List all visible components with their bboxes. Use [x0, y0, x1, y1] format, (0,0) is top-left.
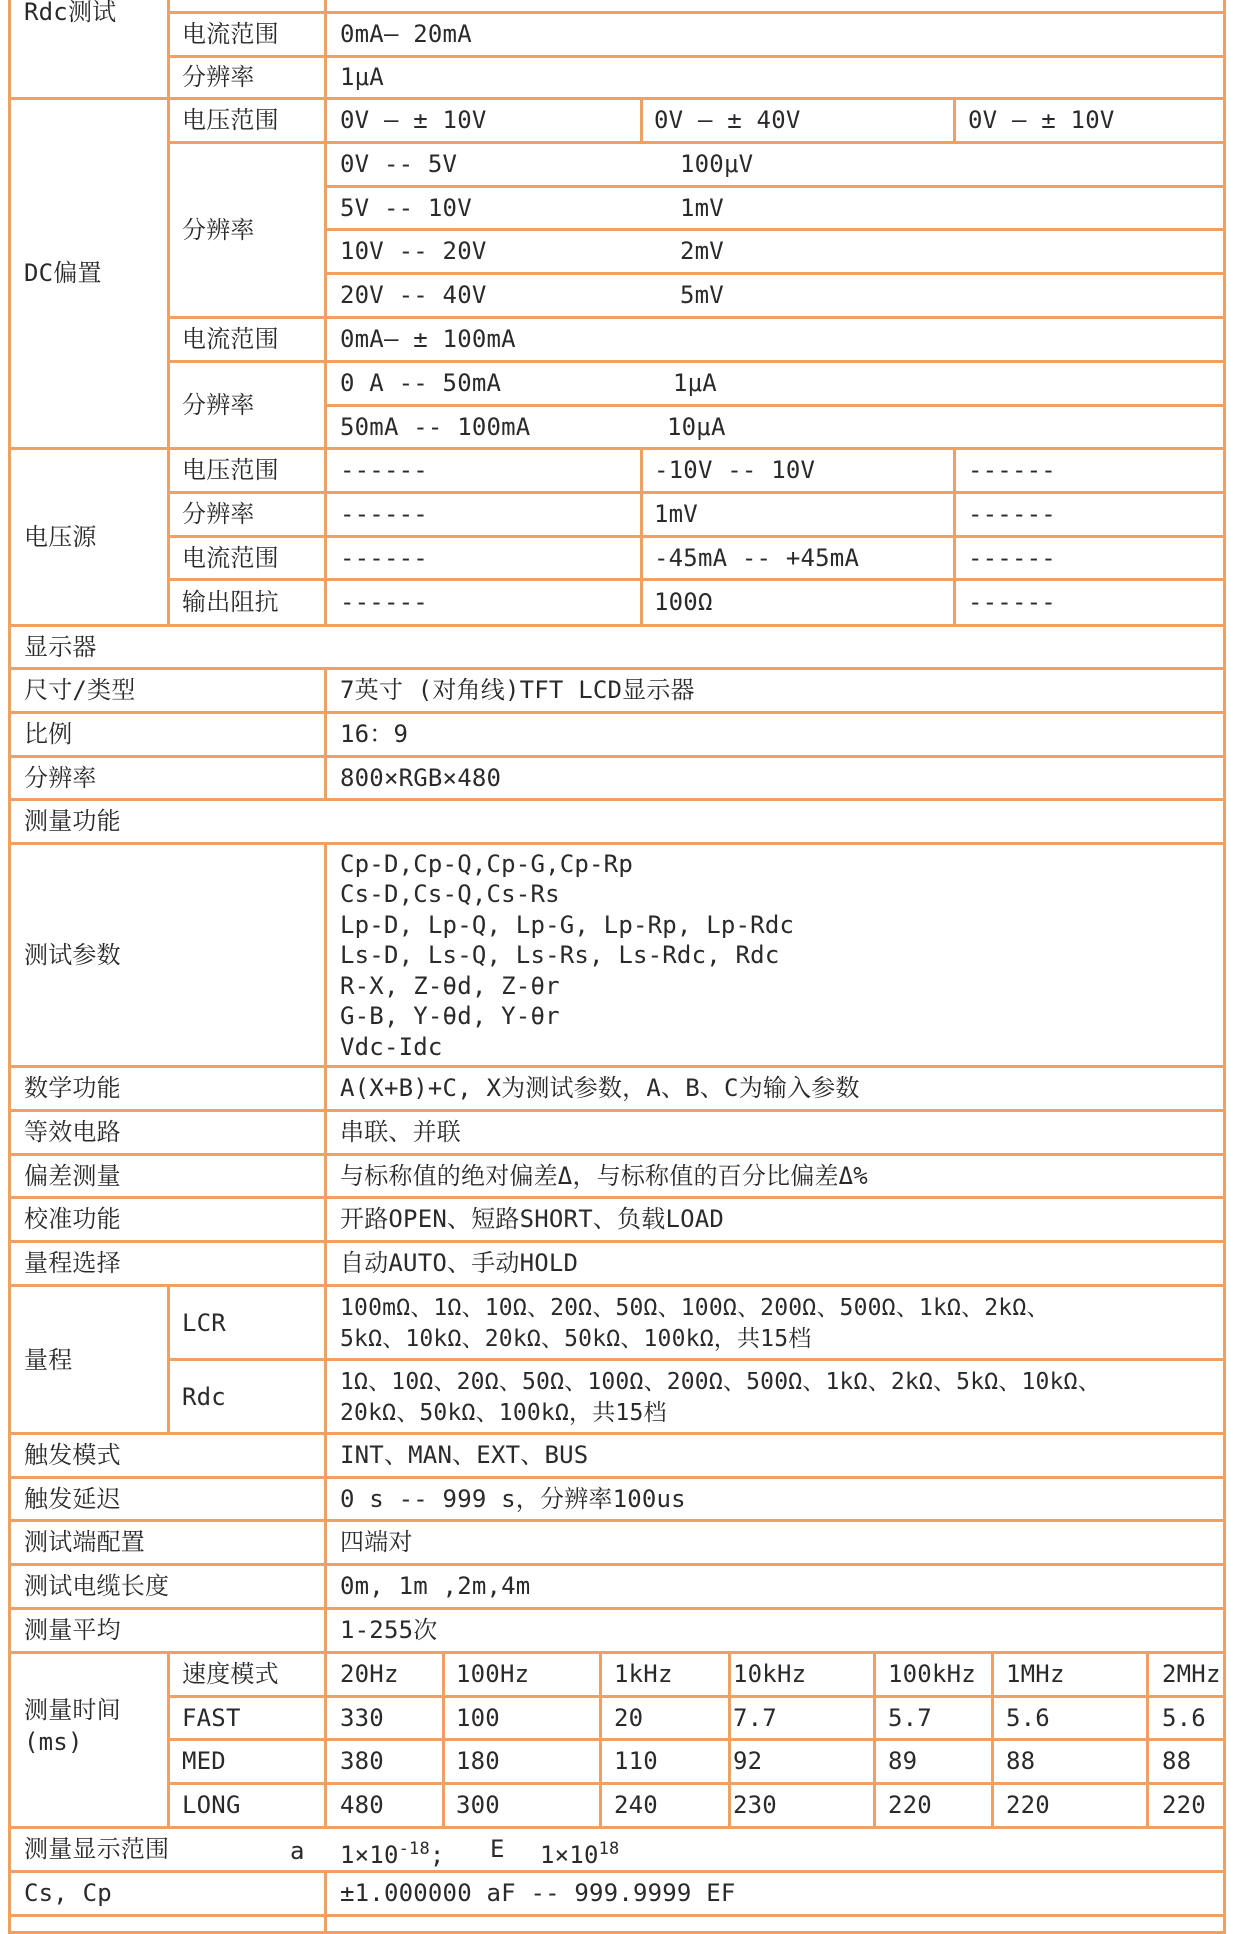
measure-row-label: 测试端配置: [24, 1528, 145, 1556]
time-value: 88: [1162, 1747, 1192, 1775]
rdc-current-range-label: 电流范围: [182, 20, 279, 48]
vs-cell: ------: [340, 588, 428, 616]
vs-cell: ------: [968, 456, 1056, 484]
dc-current-range-label: 电流范围: [182, 325, 279, 353]
speed-mode: MED: [182, 1747, 226, 1775]
speed-mode-header: 速度模式: [182, 1660, 279, 1688]
measure-row-label: 等效电路: [24, 1118, 121, 1146]
time-value: 230: [733, 1791, 777, 1819]
time-value: 220: [1006, 1791, 1050, 1819]
freq-header: 1MHz: [1006, 1660, 1065, 1688]
display-row-label: 比例: [24, 720, 73, 748]
time-value: 480: [340, 1791, 384, 1819]
dc-voltage-resolution-label: 分辨率: [182, 216, 255, 244]
range-lcr-label: LCR: [182, 1309, 226, 1337]
measure-row-value: 开路OPEN、短路SHORT、负载LOAD: [340, 1205, 725, 1233]
param-line: Cs-D,Cs-Q,Cs-Rs: [340, 880, 560, 908]
dc-vres-value-2: 1mV: [680, 194, 724, 222]
measure-row-label: 测试电缆长度: [24, 1572, 170, 1600]
dc-vres-value-1: 100μV: [680, 150, 754, 178]
dc-vres-value-4: 5mV: [680, 281, 724, 309]
time-value: 5.6: [1006, 1704, 1050, 1732]
cell: [324, 141, 1226, 188]
display-row-value: 7英寸 (对角线)TFT LCD显示器: [340, 676, 695, 704]
vs-row-label: 输出阻抗: [182, 588, 279, 616]
dc-vres-range-3: 10V -- 20V: [340, 237, 487, 265]
display-range-e: E: [490, 1835, 505, 1863]
vs-row-label: 分辨率: [182, 500, 255, 528]
time-value: 180: [456, 1747, 500, 1775]
time-value: 88: [1006, 1747, 1036, 1775]
range-lcr-line2: 5kΩ、10kΩ、20kΩ、50kΩ、100kΩ，共15档: [340, 1326, 812, 1352]
measure-row-label: 数学功能: [24, 1074, 121, 1102]
measure-row-label: 触发模式: [24, 1441, 121, 1469]
rdc-test-label: Rdc测试: [24, 0, 117, 26]
range-rdc-line1: 1Ω、10Ω、20Ω、50Ω、100Ω、200Ω、500Ω、1kΩ、2kΩ、5kΩ、10kΩ、: [340, 1369, 1101, 1395]
voltage-source-label: 电压源: [24, 523, 97, 551]
cell: [324, 711, 1226, 758]
cell: [324, 55, 1226, 100]
vs-row-label: 电压范围: [182, 456, 279, 484]
display-row-label: 分辨率: [24, 764, 97, 792]
dc-vres-range-4: 20V -- 40V: [340, 281, 487, 309]
dc-voltage-range-3: 0V — ± 10V: [968, 106, 1115, 134]
range-rdc-line2: 20kΩ、50kΩ、100kΩ，共15档: [340, 1400, 667, 1426]
display-range-label: 测量显示范围: [24, 1835, 170, 1863]
vs-cell: ------: [340, 456, 428, 484]
measure-time-label: 测量时间: [24, 1696, 121, 1724]
section-display: 显示器: [24, 633, 97, 661]
dc-cres-value-2: 10μA: [667, 413, 726, 441]
section-measure: 测量功能: [24, 807, 121, 835]
freq-header: 100kHz: [888, 1660, 976, 1688]
param-line: Cp-D,Cp-Q,Cp-G,Cp-Rp: [340, 850, 633, 878]
measure-row-label: 量程选择: [24, 1249, 121, 1277]
cell: [8, 1914, 327, 1934]
vs-cell: ------: [968, 500, 1056, 528]
dc-vres-range-2: 5V -- 10V: [340, 194, 472, 222]
cell-section-display: [8, 624, 1226, 670]
speed-mode: LONG: [182, 1791, 241, 1819]
rdc-resolution-label: 分辨率: [182, 63, 255, 91]
rdc-current-range-value: 0mA— 20mA: [340, 20, 472, 48]
time-value: 380: [340, 1747, 384, 1775]
freq-header: 100Hz: [456, 1660, 530, 1688]
time-value: 89: [888, 1747, 918, 1775]
time-value: 7.7: [733, 1704, 777, 1732]
cs-cp-label: Cs, Cp: [24, 1879, 112, 1907]
measure-row-value: 与标称值的绝对偏差Δ，与标称值的百分比偏差Δ%: [340, 1162, 868, 1190]
freq-header: 10kHz: [733, 1660, 807, 1688]
dc-cres-range-2: 50mA -- 100mA: [340, 413, 531, 441]
vs-cell: -45mA -- +45mA: [654, 544, 860, 572]
freq-header: 20Hz: [340, 1660, 399, 1688]
dc-current-range-value: 0mA— ± 100mA: [340, 325, 516, 353]
display-range-a: a: [290, 1837, 305, 1865]
dc-current-resolution-label: 分辨率: [182, 391, 255, 419]
display-row-label: 尺寸/类型: [24, 676, 136, 704]
measure-row-value: 1-255次: [340, 1616, 438, 1644]
range-rdc-label: Rdc: [182, 1383, 226, 1411]
dc-voltage-range-2: 0V — ± 40V: [654, 106, 801, 134]
display-range-e-value: $1\times 10^{18}$: [540, 1839, 620, 1869]
vs-cell: ------: [340, 500, 428, 528]
time-value: 300: [456, 1791, 500, 1819]
cell: [324, 1914, 1226, 1934]
display-range-a-value: $1\times 10^{-18}$;: [340, 1839, 445, 1869]
measure-row-value: 自动AUTO、手动HOLD: [340, 1249, 579, 1277]
time-value: 5.7: [888, 1704, 932, 1732]
cell: [324, 1519, 1226, 1566]
vs-cell: ------: [968, 588, 1056, 616]
vs-cell: 1mV: [654, 500, 698, 528]
param-line: Lp-D, Lp-Q, Lp-G, Lp-Rp, Lp-Rdc: [340, 911, 795, 939]
dc-cres-value-1: 1μA: [673, 369, 717, 397]
rdc-resolution-value: 1μA: [340, 63, 384, 91]
param-line: G-B, Y-θd, Y-θr: [340, 1002, 560, 1030]
time-value: 110: [614, 1747, 658, 1775]
dc-cres-range-1: 0 A -- 50mA: [340, 369, 502, 397]
measure-row-value: 0m, 1m ,2m,4m: [340, 1572, 531, 1600]
time-value: 330: [340, 1704, 384, 1732]
measure-time-unit: (ms): [24, 1728, 83, 1756]
measure-row-value: 四端对: [340, 1528, 413, 1556]
dc-voltage-range-1: 0V — ± 10V: [340, 106, 487, 134]
cell: [324, 1607, 1226, 1654]
display-row-value: 16：9: [340, 720, 409, 748]
time-value: 100: [456, 1704, 500, 1732]
measure-row-label: 校准功能: [24, 1205, 121, 1233]
param-line: Ls-D, Ls-Q, Ls-Rs, Ls-Rdc, Rdc: [340, 941, 780, 969]
measure-row-label: 测量平均: [24, 1616, 121, 1644]
param-line: R-X, Z-θd, Z-θr: [340, 972, 560, 1000]
range-lcr-line1: 100mΩ、1Ω、10Ω、20Ω、50Ω、100Ω、200Ω、500Ω、1kΩ、2kΩ、: [340, 1295, 1050, 1321]
time-value: 20: [614, 1704, 644, 1732]
dc-vres-value-3: 2mV: [680, 237, 724, 265]
measure-row-value: 串联、并联: [340, 1118, 461, 1146]
cell-section-measure: [8, 798, 1226, 845]
vs-cell: 100Ω: [654, 588, 713, 616]
measure-row-value: 0 s -- 999 s，分辨率100us: [340, 1485, 686, 1513]
vs-cell: ------: [968, 544, 1056, 572]
time-value: 5.6: [1162, 1704, 1206, 1732]
time-value: 220: [888, 1791, 932, 1819]
dc-voltage-range-label: 电压范围: [182, 106, 279, 134]
speed-mode: FAST: [182, 1704, 241, 1732]
measure-row-value: INT、MAN、EXT、BUS: [340, 1441, 589, 1469]
vs-row-label: 电流范围: [182, 544, 279, 572]
dc-bias-label: DC偏置: [24, 259, 102, 287]
cs-cp-value: ±1.000000 aF -- 999.9999 EF: [340, 1879, 736, 1907]
measure-row-label: 偏差测量: [24, 1162, 121, 1190]
freq-header: 2MHz: [1162, 1660, 1221, 1688]
time-value: 240: [614, 1791, 658, 1819]
time-value: 220: [1162, 1791, 1206, 1819]
range-label: 量程: [24, 1346, 73, 1374]
freq-header: 1kHz: [614, 1660, 673, 1688]
vs-cell: -10V -- 10V: [654, 456, 816, 484]
param-line: Vdc-Idc: [340, 1033, 443, 1061]
params-label: 测试参数: [24, 941, 121, 969]
vs-cell: ------: [340, 544, 428, 572]
measure-row-label: 触发延迟: [24, 1485, 121, 1513]
measure-row-value: A(X+B)+C, X为测试参数，A、B、C为输入参数: [340, 1074, 860, 1102]
dc-vres-range-1: 0V -- 5V: [340, 150, 458, 178]
time-value: 92: [733, 1747, 763, 1775]
display-row-value: 800×RGB×480: [340, 764, 502, 792]
